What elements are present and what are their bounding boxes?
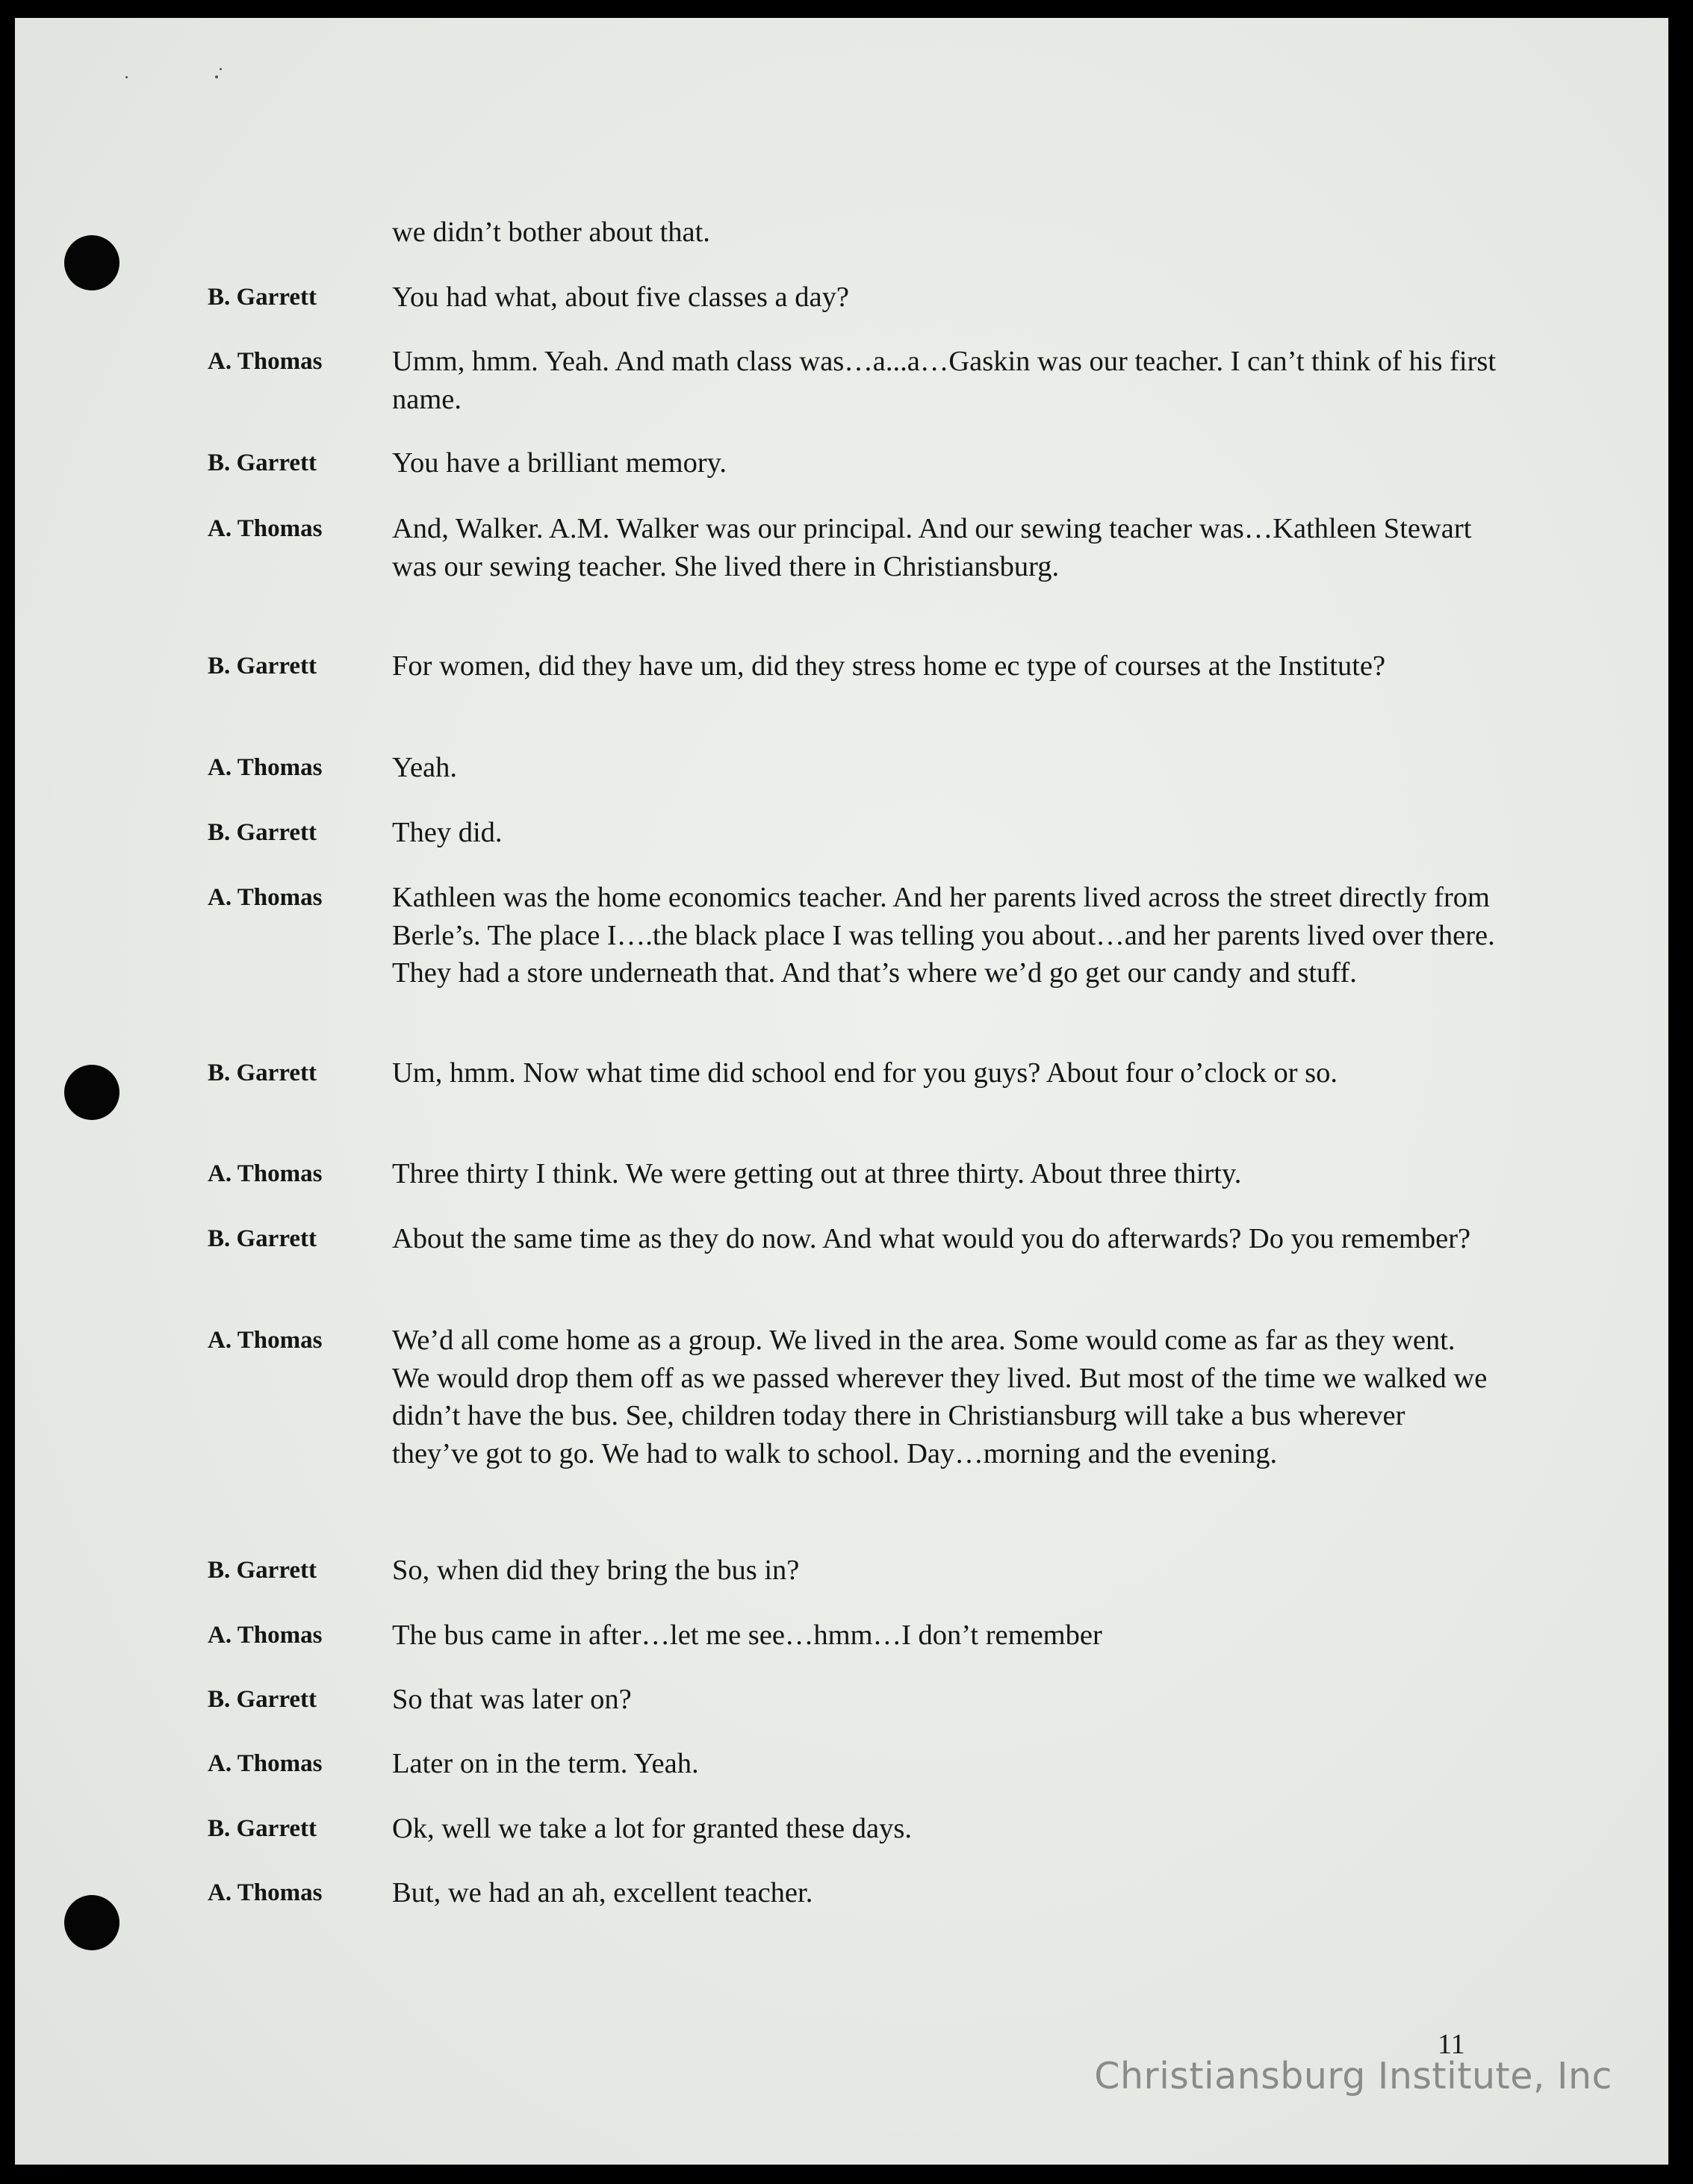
dialogue-text: Ok, well we take a lot for granted these days.: [392, 1813, 912, 1844]
page-number: 11: [1438, 2029, 1465, 2060]
speaker-label: A. Thomas: [208, 754, 323, 781]
dialogue-text: But, we had an ah, excellent teacher.: [392, 1877, 813, 1908]
speaker-label: A. Thomas: [208, 1622, 323, 1649]
dialogue-text: And, Walker. A.M. Walker was our principal. And our sewing teacher was…Kathleen Stewart was our sewing teacher. She lived there in Christiansburg.: [392, 513, 1472, 582]
speaker-label: B. Garrett: [208, 1815, 317, 1842]
speaker-label: B. Garrett: [208, 1557, 317, 1584]
speaker-label: A. Thomas: [208, 1879, 323, 1906]
document-page: [15, 18, 1668, 2165]
speaker-label: B. Garrett: [208, 1686, 317, 1713]
dialogue-text: So, when did they bring the bus in?: [392, 1555, 800, 1586]
dialogue-text: Yeah.: [392, 752, 458, 783]
punch-hole-bottom: [64, 1895, 119, 1950]
speaker-label: A. Thomas: [208, 1160, 323, 1187]
speaker-label: B. Garrett: [208, 819, 317, 846]
speaker-label: A. Thomas: [208, 1327, 323, 1354]
dialogue-text: Um, hmm. Now what time did school end for you guys? About four o’clock or so.: [392, 1057, 1338, 1089]
speaker-label: A. Thomas: [208, 348, 323, 375]
dialogue-text: Kathleen was the home economics teacher. And her parents lived across the street directly from Berle’s. The place I….the black place I was telling you about…and her parents lived over there. They had a store underneath that. And that’s where we’d go get our candy and stuff.: [392, 882, 1495, 989]
dialogue-text: Three thirty I think. We were getting out at three thirty. About three thirty.: [392, 1158, 1242, 1189]
punch-hole-middle: [64, 1065, 119, 1120]
dialogue-text: You had what, about five classes a day?: [392, 281, 849, 313]
watermark: Christiansburg Institute, Inc: [1094, 2055, 1612, 2097]
dialogue-text: So that was later on?: [392, 1684, 632, 1715]
scan-speck: [125, 76, 128, 78]
speaker-label: A. Thomas: [208, 884, 323, 911]
scan-speck: [215, 75, 218, 78]
speaker-label: B. Garrett: [208, 1225, 317, 1252]
speaker-label: B. Garrett: [208, 449, 317, 476]
speaker-label: A. Thomas: [208, 515, 323, 542]
dialogue-text: Umm, hmm. Yeah. And math class was…a...a…Gaskin was our teacher. I can’t think of his first name.: [392, 346, 1497, 415]
dialogue-text: They did.: [392, 817, 503, 848]
dialogue-text: we didn’t bother about that.: [392, 217, 710, 248]
speaker-label: A. Thomas: [208, 1750, 323, 1777]
dialogue-text: The bus came in after…let me see…hmm…I don’t remember: [392, 1620, 1102, 1651]
dialogue-text: We’d all come home as a group. We lived in the area. Some would come as far as they went. We would drop them off as we passed wherever they lived. But most of the time we walked we didn’t have the bus. See, children today there in Christiansburg will take a bus wherever they’ve got to go. We had to walk to school. Day…morning and the evening.: [392, 1325, 1488, 1469]
speaker-label: B. Garrett: [208, 1060, 317, 1086]
scan-speck: [220, 68, 222, 70]
dialogue-text: For women, did they have um, did they stress home ec type of courses at the Institute?: [392, 650, 1386, 682]
punch-hole-top: [64, 235, 119, 290]
dialogue-text: You have a brilliant memory.: [392, 447, 727, 479]
speaker-label: B. Garrett: [208, 653, 317, 679]
dialogue-text: Later on in the term. Yeah.: [392, 1748, 699, 1779]
dialogue-text: About the same time as they do now. And what would you do afterwards? Do you remember?: [392, 1223, 1471, 1254]
speaker-label: B. Garrett: [208, 284, 317, 311]
